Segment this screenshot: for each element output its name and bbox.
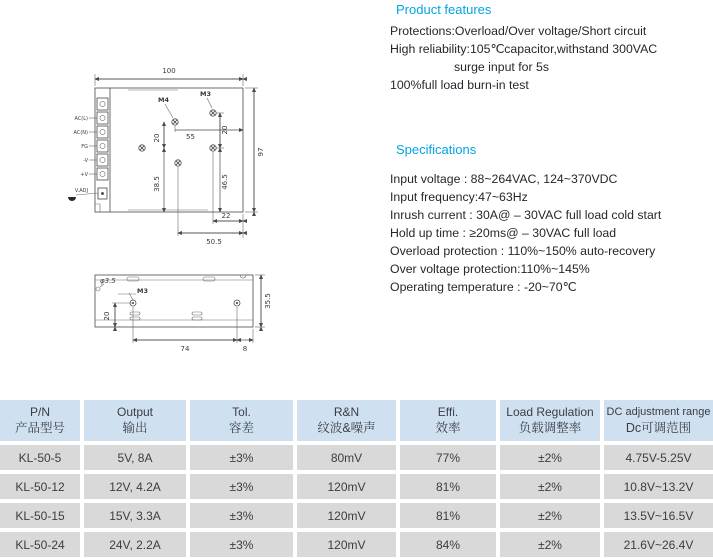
header-en: Load Regulation	[506, 405, 594, 419]
case-outline-side	[95, 275, 253, 327]
table-cell: 120mV	[297, 503, 396, 528]
table-cell: 77%	[400, 445, 496, 470]
dim-20-side: 20	[103, 311, 111, 321]
screw-m4	[172, 119, 178, 125]
dim-97: 97	[257, 147, 265, 157]
table-cell: KL-50-5	[0, 445, 80, 470]
table-cell: 15V, 3.3A	[84, 503, 186, 528]
dim-20-right: 20	[221, 125, 229, 135]
table-cell: 13.5V~16.5V	[604, 503, 713, 528]
header-en: R&N	[333, 405, 360, 419]
table-cell: 5V, 8A	[84, 445, 186, 470]
dim-46-5: 46.5	[221, 174, 229, 190]
table-cell: ±3%	[190, 474, 293, 499]
dim-38-5: 38.5	[153, 176, 161, 192]
m3-label-side: M3	[137, 287, 148, 295]
table-cell: ±2%	[500, 503, 600, 528]
feature-line: Protections:Overload/Over voltage/Short circuit	[390, 24, 647, 38]
table-cell: KL-50-15	[0, 503, 80, 528]
spec-line: Overload protection : 110%~150% auto-recovery	[390, 244, 656, 258]
product-spec-table	[0, 400, 713, 557]
table-cell: 80mV	[297, 445, 396, 470]
table-cell: 4.75V-5.25V	[604, 445, 713, 470]
terminal-label-acl: AC(L)	[74, 116, 88, 122]
table-header-load-regulation	[500, 400, 600, 441]
header-zh: 效率	[435, 421, 461, 435]
table-cell: 24V, 2.2A	[84, 532, 186, 557]
header-en: Output	[116, 405, 154, 419]
terminal-label-minusv: -V	[83, 158, 88, 164]
header-en: P/N	[29, 405, 50, 419]
table-cell: ±2%	[500, 532, 600, 557]
dim-20-center: 20	[153, 133, 161, 143]
hole-diameter-label: φ3.5	[100, 277, 116, 285]
table-header-ripple-noise	[297, 400, 396, 441]
mechanical-drawing-side-view	[58, 263, 283, 358]
table-header-tolerance	[190, 400, 293, 441]
screw	[210, 145, 216, 151]
mounting-screw	[234, 300, 240, 306]
adjust-knob-icon	[68, 197, 76, 201]
table-cell: KL-50-12	[0, 474, 80, 499]
specifications-section	[390, 142, 710, 296]
header-en: DC adjustment range	[606, 406, 711, 418]
header-zh: 纹波&噪声	[317, 421, 376, 435]
table-cell: 10.8V~13.2V	[604, 474, 713, 499]
dim-50-5: 50.5	[206, 238, 222, 246]
dim-100: 100	[162, 67, 176, 75]
dim-8: 8	[242, 345, 248, 353]
table-cell: KL-50-24	[0, 532, 80, 557]
header-en: Effi.	[437, 405, 459, 419]
table-cell: ±3%	[190, 445, 293, 470]
terminal-label-plusv: +V	[80, 172, 88, 178]
case-outline	[95, 88, 243, 212]
dim-22: 22	[221, 212, 231, 220]
terminal-block-strip	[97, 98, 108, 199]
header-zh: 输出	[122, 421, 148, 435]
specifications-heading: Specifications	[396, 142, 477, 157]
table-cell: 21.6V~26.4V	[604, 532, 713, 557]
terminal-label-acn: AC(N)	[73, 130, 88, 136]
spec-line: Inrush current : 30A@ – 30VAC full load cold start	[390, 208, 662, 222]
header-zh: Dc可调范围	[625, 421, 692, 435]
dim-35-5: 35.5	[264, 293, 272, 309]
m4-label: M4	[158, 96, 169, 104]
product-features-section	[390, 2, 710, 94]
header-en: Tol.	[232, 405, 251, 419]
screw	[139, 145, 145, 151]
m3-label: M3	[200, 90, 211, 98]
table-header-pn	[0, 400, 80, 441]
header-zh: 负载调整率	[518, 421, 582, 435]
table-cell: 120mV	[297, 532, 396, 557]
table-cell: ±2%	[500, 474, 600, 499]
table-cell: 84%	[400, 532, 496, 557]
table-cell: 120mV	[297, 474, 396, 499]
spec-line: Over voltage protection:110%~145%	[390, 262, 590, 276]
screw-m3	[210, 110, 216, 116]
header-zh: 产品型号	[14, 421, 65, 435]
product-features-heading: Product features	[396, 2, 492, 17]
dim-55: 55	[186, 133, 195, 141]
table-cell: 81%	[400, 503, 496, 528]
table-header-output	[84, 400, 186, 441]
dim-74: 74	[180, 345, 190, 353]
feature-line: surge input for 5s	[454, 60, 550, 74]
header-zh: 容差	[228, 421, 254, 435]
screw	[175, 160, 181, 166]
table-header-dc-adjustment-range	[604, 400, 713, 441]
terminal-label-fg: FG	[81, 144, 88, 150]
spec-line: Input frequency:47~63Hz	[390, 190, 528, 204]
table-cell: ±3%	[190, 503, 293, 528]
table-cell: ±2%	[500, 445, 600, 470]
spec-line: Input voltage : 88~264VAC, 124~370VDC	[390, 172, 618, 186]
feature-line: 100%full load burn-in test	[390, 78, 529, 92]
terminal-label-vadj: V.ADJ	[74, 188, 88, 194]
feature-line: High reliability:105℃capacitor,withstand 300VAC	[390, 42, 658, 56]
table-cell: 81%	[400, 474, 496, 499]
table-cell: ±3%	[190, 532, 293, 557]
table-cell: 12V, 4.2A	[84, 474, 186, 499]
spec-line: Operating temperature : -20~70℃	[390, 280, 577, 294]
mechanical-drawing-top-view	[58, 56, 270, 248]
table-header-efficiency	[400, 400, 496, 441]
spec-line: Hold up time : ≥20ms@ – 30VAC full load	[390, 226, 617, 240]
